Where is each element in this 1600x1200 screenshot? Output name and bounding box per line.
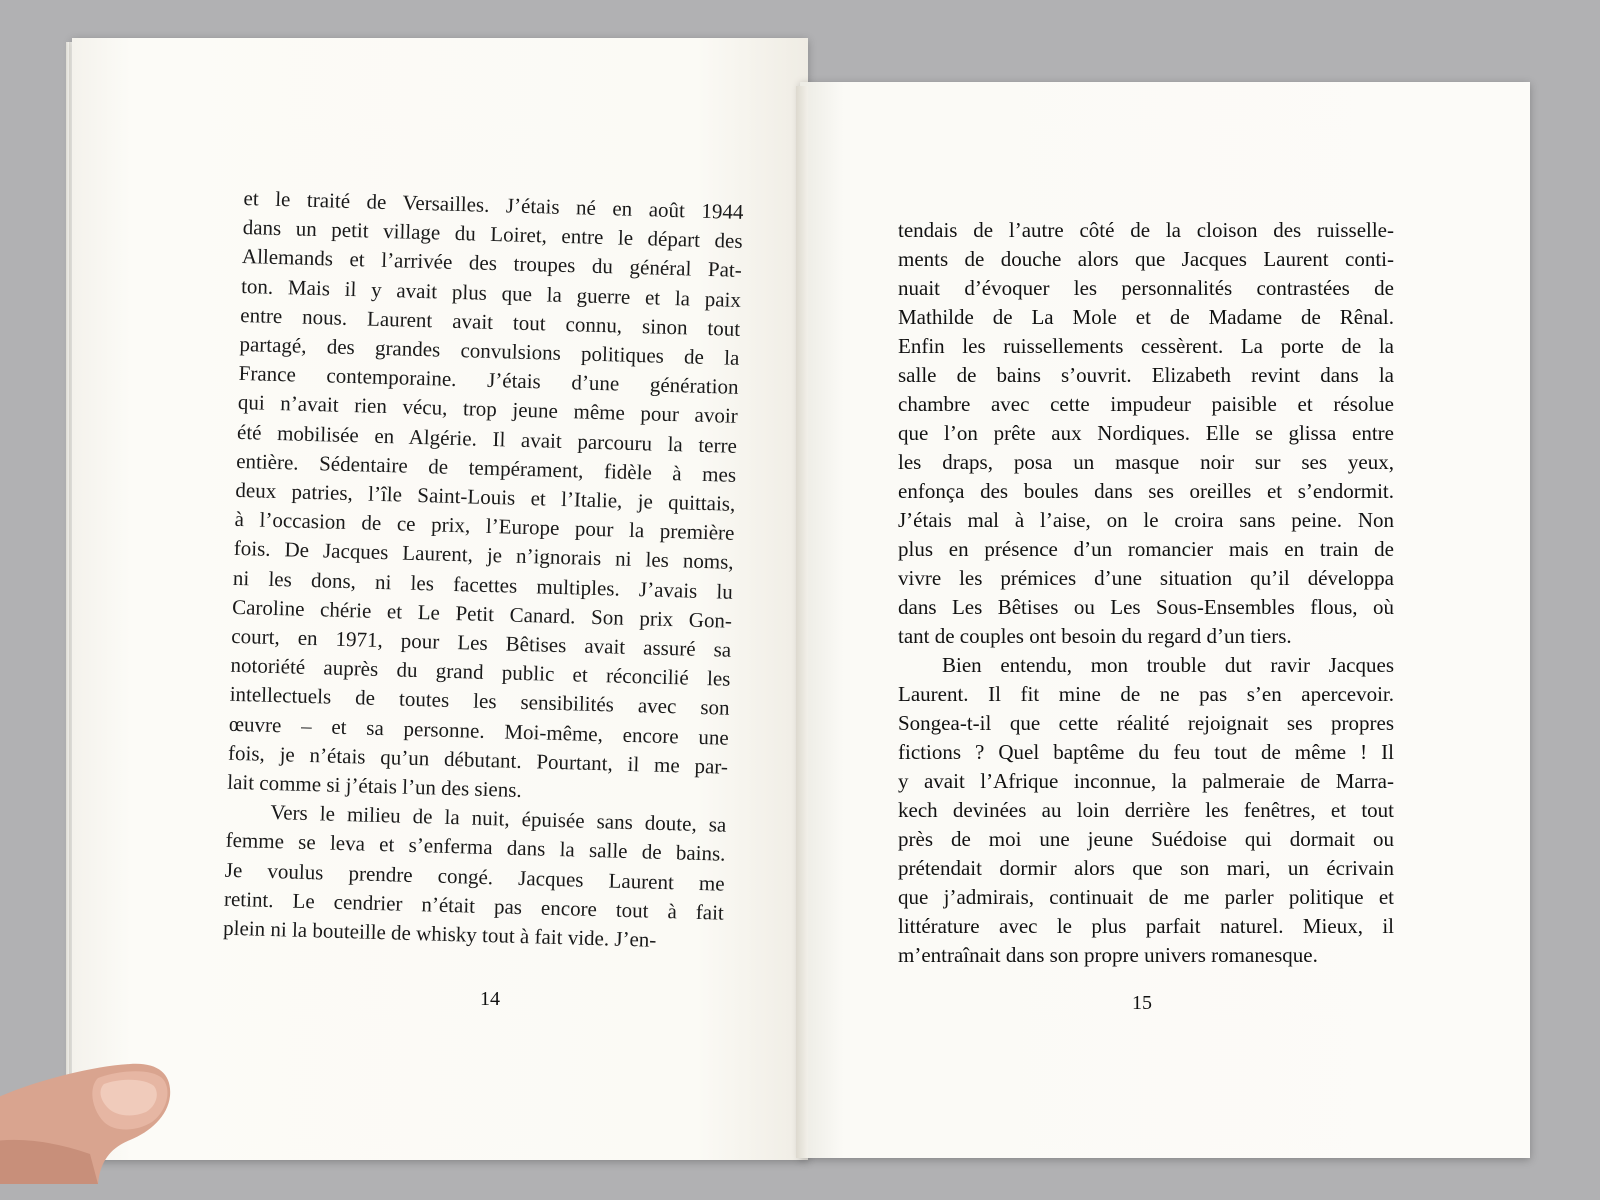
text-line: Bien entendu, mon trouble dut ravir Jacques bbox=[942, 653, 1394, 677]
text-line: vivre les prémices d’une situation qu’il développa bbox=[898, 566, 1394, 590]
text-line: les draps, posa un masque noir sur ses yeux, bbox=[898, 450, 1394, 474]
text-line: deux patries, l’île Saint-Louis et l’Italie, je quittais, bbox=[235, 477, 736, 516]
right-page-text bbox=[898, 216, 1394, 970]
text-line: dans un petit village du Loiret, entre le départ des bbox=[242, 215, 743, 254]
text-line: prétendait dormir alors que son mari, un écrivain bbox=[898, 856, 1394, 880]
text-line: que l’on prête aux Nordiques. Elle se glissa entre bbox=[898, 421, 1394, 445]
text-line: plein ni la bouteille de whisky tout à fait vide. J’en- bbox=[222, 915, 657, 952]
text-line: près de moi une jeune Suédoise qui dormait ou bbox=[898, 827, 1394, 851]
text-line: Allemands et l’arrivée des troupes du général Pat- bbox=[241, 244, 743, 283]
text-line: littérature avec le plus parfait naturel. Mieux, il bbox=[898, 914, 1394, 938]
text-line: enfonça des boules dans ses oreilles et s’endormit. bbox=[898, 479, 1394, 503]
text-line: nuait d’évoquer les personnalités contrastées de bbox=[898, 276, 1394, 300]
text-line: y avait l’Afrique inconnue, la palmeraie de Marra- bbox=[898, 769, 1394, 793]
text-line: et le traité de Versailles. J’étais né en août 1944 bbox=[243, 185, 744, 224]
text-line: entière. Sédentaire de tempérament, fidèle à mes bbox=[235, 448, 737, 487]
text-line: tant de couples ont besoin du regard d’un tiers. bbox=[898, 624, 1292, 648]
text-line: Laurent. Il fit mine de ne pas s’en apercevoir. bbox=[898, 682, 1394, 706]
text-line: Caroline chérie et Le Petit Canard. Son prix Gon- bbox=[231, 594, 733, 633]
text-line: chambre avec cette impudeur paisible et résolue bbox=[898, 392, 1394, 416]
text-line: court, en 1971, pour Les Bêtises avait assuré sa bbox=[231, 623, 732, 662]
text-line: été mobilisée en Algérie. Il avait parcouru la terre bbox=[236, 419, 738, 458]
text-line: kech devinées au loin derrière les fenêtres, et tout bbox=[898, 798, 1394, 822]
text-line: partagé, des grandes convulsions politiques de la bbox=[239, 331, 740, 370]
text-line: J’étais mal à l’aise, on le croira sans peine. Non bbox=[898, 508, 1394, 532]
left-page-text bbox=[223, 184, 744, 957]
text-line: tendais de l’autre côté de la cloison des ruisselle- bbox=[898, 218, 1394, 242]
text-line: entre nous. Laurent avait tout connu, sinon tout bbox=[240, 302, 741, 341]
text-line: fois, je n’étais qu’un débutant. Pourtant, il me par- bbox=[227, 740, 729, 779]
text-line: France contemporaine. J’étais d’une génération bbox=[238, 361, 739, 400]
text-line: Vers le milieu de la nuit, épuisée sans doute, sa bbox=[270, 800, 727, 837]
page-number-left: 14 bbox=[480, 988, 500, 1010]
text-line: notoriété auprès du grand public et réconcilié les bbox=[230, 653, 731, 692]
text-line: plus en présence d’un romancier mais en train de bbox=[898, 537, 1394, 561]
text-line: ni les dons, ni les facettes multiples. J’avais lu bbox=[232, 565, 734, 604]
text-line: lait comme si j’étais l’un des siens. bbox=[226, 769, 523, 803]
text-line: Je voulus prendre congé. Jacques Laurent me bbox=[224, 857, 725, 896]
text-line: œuvre – et sa personne. Moi-même, encore une bbox=[228, 711, 730, 750]
text-line: ments de douche alors que Jacques Laurent conti- bbox=[898, 247, 1394, 271]
text-line: retint. Le cendrier n’était pas encore tout à fait bbox=[223, 886, 725, 925]
text-line: intellectuels de toutes les sensibilités avec son bbox=[229, 682, 730, 721]
text-line: Enfin les ruissellements cessèrent. La porte de la bbox=[898, 334, 1394, 358]
text-line: fois. De Jacques Laurent, je n’ignorais ni les noms, bbox=[233, 536, 734, 575]
text-line: m’entraînait dans son propre univers romanesque. bbox=[898, 943, 1318, 967]
text-line: dans Les Bêtises ou Les Sous-Ensembles flous, où bbox=[898, 595, 1394, 619]
text-line: fictions ? Quel baptême du feu tout de même ! Il bbox=[898, 740, 1394, 764]
text-line: à l’occasion de ce prix, l’Europe pour la première bbox=[234, 507, 735, 546]
text-line: femme se leva et s’enferma dans la salle de bains. bbox=[225, 828, 726, 867]
text-line: Songea-t-il que cette réalité rejoignait ses propres bbox=[898, 711, 1394, 735]
text-line: salle de bains s’ouvrit. Elizabeth revint dans la bbox=[898, 363, 1394, 387]
text-line: Mathilde de La Mole et de Madame de Rênal. bbox=[898, 305, 1394, 329]
text-line: ton. Mais il y avait plus que la guerre et la paix bbox=[240, 273, 742, 312]
page-number-right: 15 bbox=[1132, 992, 1152, 1014]
book-gutter bbox=[796, 86, 808, 1158]
text-line: que j’admirais, continuait de me parler politique et bbox=[898, 885, 1394, 909]
text-line: qui n’avait rien vécu, trop jeune même pour avoir bbox=[237, 390, 739, 429]
